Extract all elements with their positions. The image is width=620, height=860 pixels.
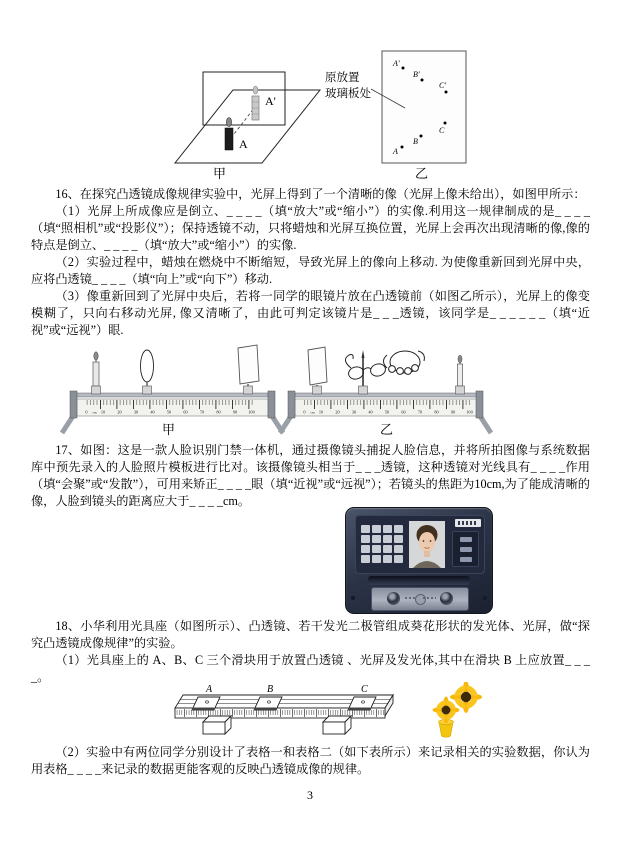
slider-label-a: A [206,684,213,695]
point-label: C' [439,81,447,90]
ruler-tick-label: 60 [401,409,406,415]
question-16 [31,186,590,339]
ruler-tick-label: 40 [150,409,155,415]
camera-lens-icon [387,592,400,605]
face [419,532,435,552]
question-18 [31,618,590,686]
q18-intro: 18、小华利用光具座（如图所示）、凸透镜、若干发光二极管组成葵花形状的发光体、光屏，做“探究凸透镜成像规律”的实验。 [31,619,590,650]
ruler-tick-label: 100 [248,409,255,415]
ruler-unit-label: cm [310,410,315,415]
key-icon [460,557,472,562]
q18-part2: （2）实验中有两位同学分别设计了表格一和表格二（如下表所示）来记录相关的实验数据，你认为用表格_ _ _ _来记录的数据更能客观的反映凸透镜成像的规律。 [31,745,590,776]
screen-icon [308,347,327,394]
ruler-tick-label: 70 [417,409,423,415]
device-keypad [361,525,403,563]
bench-endcap [288,391,295,418]
ruler-tick-label: 90 [450,409,456,415]
sunflower-image [430,682,482,738]
bench-endcap [268,391,275,418]
table-plane [175,90,320,163]
point-label: B' [413,70,420,79]
point-marker [420,135,423,138]
led-dots [422,597,436,599]
device-screen [355,515,485,574]
ruler-tick-label: 20 [117,409,122,415]
bench-leg [62,416,73,433]
convex-lens-icon [141,350,154,394]
ruler-tick-label: 90 [232,409,238,415]
page-number: 3 [307,788,313,802]
figure-caption-jia: 甲 [162,422,176,437]
note-line2: 玻璃板处 [325,88,371,100]
bench-leg [280,416,291,433]
object-label: A [239,137,248,151]
candle-image-icon [252,86,259,120]
ruler-tick-label: 0 [85,409,88,415]
point-marker [402,67,405,70]
ruler-tick-label: 10 [318,409,324,415]
ruler-tick-label: 70 [199,409,205,415]
question-17 [31,442,590,510]
question-18-part2 [31,744,590,778]
point-label: A [393,147,398,156]
ruler-tick-label: 30 [351,409,357,415]
ruler-tick-label: 10 [100,409,106,415]
point-marker [421,79,424,82]
ruler-tick-label: 80 [216,409,221,415]
bench-foot [323,716,351,734]
candle-icon [92,352,101,394]
candle-icon [225,118,233,151]
slider-label-b: B [267,684,274,695]
figure-q16-glass-plate [155,45,480,185]
bench-jia [62,345,283,437]
bench-leg [480,416,491,433]
bench-rail [77,393,268,397]
camera-lens-icon [440,592,453,605]
screw-icon [351,596,355,600]
ruler-tick-label: 100 [466,409,473,415]
point-label: A' [393,59,400,68]
q18-part1: （1）光具座上的 A、B、C 三个滑块用于放置凸透镜 、光屏及发光体,其中在滑块 B 上应放置_ _ _ _。 [31,653,590,684]
note-line1: 原放置 [325,72,360,84]
ruler-unit-label: cm [92,410,97,415]
figure-q18-optical-bench [160,682,410,742]
q17-text: 17、如图：这是一款人脸识别门禁一体机，通过摄像镜头捕捉人脸信息，并将所拍图像与系统数据库中预先录入的人脸照片模板进行比对。该摄像镜头相当于_ _ _透镜，这种透镜对光线具有_ _ _ _作用（填“会聚”或“发散”），可用来矫正_ _ _ _眼（填“近视”或“远视”）；若镜头的焦距为10cm,为了能成清晰的像，人脸到镜头的距离应大于_ _ _ _cm。 [31,443,590,508]
device-slot [368,576,470,585]
point-marker [401,146,404,149]
bench-rail [295,393,478,397]
candle-icon [456,355,465,394]
brand-label [455,519,481,527]
card-icon [460,537,472,542]
hand-icon [460,547,472,552]
point-marker [444,122,447,125]
ruler-tick-label: 50 [166,409,172,415]
device-logo-icon [415,594,426,605]
q16-part1: （1）光屏上所成像应是倒立、_ _ _ _（填“放大”或“缩小”）的实像.利用这一规律制成的是_ _ _ _（填“照相机”或“投影仪”）；保持透镜不动，只将蜡烛和光屏互换位置，光屏上会再次出现清晰的像,像的特点是倒立、_ _ _ _（填“放大”或“缩小”）的实像. [31,204,590,252]
figure-caption-jia: 甲 [213,166,227,181]
q16-part2: （2）实验过程中，蜡烛在燃烧中不断缩短，导致光屏上的像向上移动. 为使像重新回到光屏中央，应将凸透镜_ _ _ _（填“向上”或“向下”）移动. [31,255,590,286]
ruler-tick-label: 0 [303,409,306,415]
ruler-tick-label: 40 [368,409,373,415]
q16-part3: （3）像重新回到了光屏中央后，若将一同学的眼镜片放在凸透镜前（如图乙所示），光屏上的像变模糊了，只向右移动光屏, 像又清晰了，由此可判定该镜片是_ _ _透镜，该同学是_ _ _ _ _ _（填“近视”或“远视”）眼. [31,289,590,337]
figure-caption-yi: 乙 [415,166,429,181]
bench-foot [203,716,231,734]
eyeglasses-icon [345,355,386,381]
face-photo [409,521,445,568]
ruler-tick-label: 50 [384,409,390,415]
point-label: B [413,137,418,146]
point-label: C [439,126,445,135]
ruler-tick-label: 20 [335,409,340,415]
figure-q16-optical-benches [50,342,520,437]
image-label: A' [265,94,276,108]
bench-endcap [70,391,77,418]
point-marker [445,91,448,94]
figure-caption-yi: 乙 [380,422,394,437]
ruler-tick-label: 60 [183,409,188,415]
object-image-line [231,107,255,138]
bench-yi [280,347,491,437]
screw-icon [483,596,487,600]
q16-intro: 16、在探究凸透镜成像规律实验中，光屏上得到了一个清晰的像（光屏上像未给出），如图甲所示： [55,187,586,201]
device-camera-panel [371,587,469,611]
ruler-tick-label: 80 [434,409,439,415]
face-recognition-device [345,507,493,614]
hand-icon [384,351,425,374]
slider-label-c: C [361,684,368,695]
sunflower-icon [433,682,483,737]
ruler-tick-label: 30 [133,409,139,415]
bench-endcap [476,391,483,418]
screen-icon [238,345,259,394]
device-icon-panel [452,531,479,567]
